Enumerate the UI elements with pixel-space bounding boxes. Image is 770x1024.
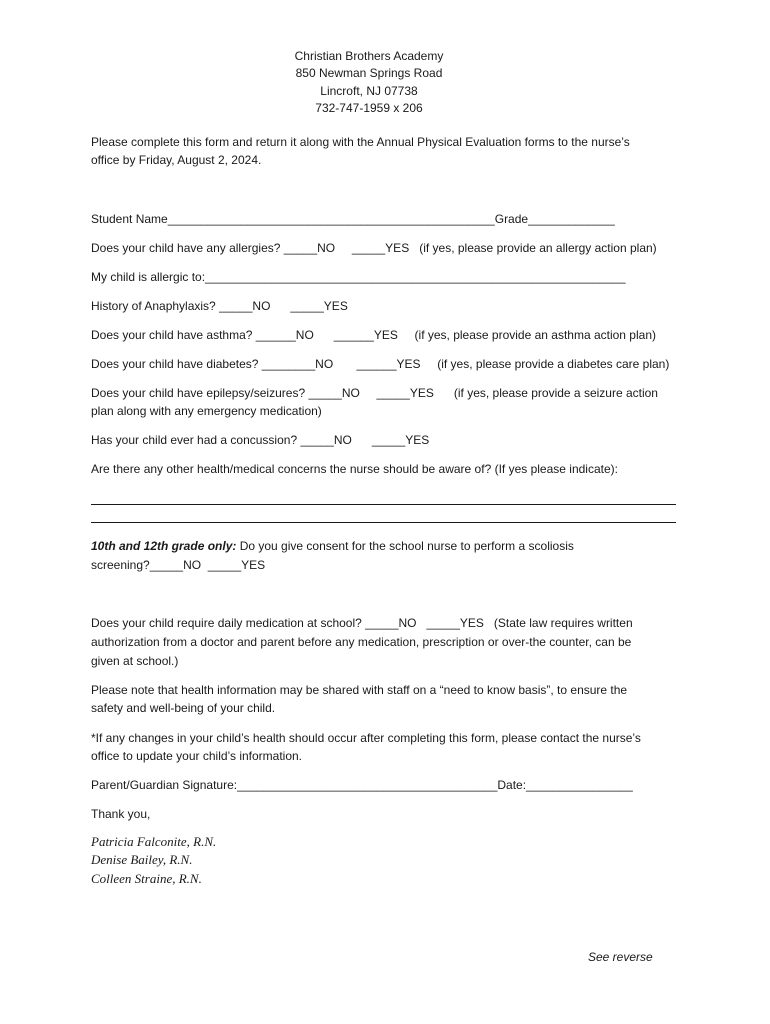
allergies-question[interactable]: Does your child have any allergies? _____NO _____YES (if yes, please provide an allergy action plan): [91, 241, 657, 255]
changes-note-line-2: office to update your child’s information.: [91, 749, 303, 763]
asthma-question[interactable]: Does your child have asthma? ______NO ______YES (if yes, please provide an asthma action plan): [91, 328, 656, 342]
concussion-question[interactable]: Has your child ever had a concussion? _____NO _____YES: [91, 433, 430, 447]
scoliosis-question: [91, 537, 574, 556]
nurse-signature-3: Colleen Straine, R.N.: [91, 871, 202, 886]
anaphylaxis-question[interactable]: History of Anaphylaxis? _____NO _____YES: [91, 299, 348, 313]
school-street: 850 Newman Springs Road: [295, 66, 443, 81]
changes-note-line-1: *If any changes in your child’s health should occur after completing this form, please contact the nurse’s: [91, 731, 641, 745]
nurse-signature-1: Patricia Falconite, R.N.: [91, 834, 217, 849]
medication-note-line-2: authorization from a doctor and parent before any medication, prescription or over-the counter, can be: [91, 635, 632, 649]
epilepsy-question[interactable]: Does your child have epilepsy/seizures? _____NO _____YES (if yes, please provide a seizure action: [91, 386, 658, 400]
scoliosis-answer[interactable]: screening?_____NO _____YES: [91, 558, 266, 572]
medication-question[interactable]: Does your child require daily medication at school? _____NO _____YES (State law requires written: [91, 616, 633, 630]
concerns-answer-line-1[interactable]: [91, 504, 676, 505]
concerns-answer-line-2[interactable]: [91, 522, 676, 523]
school-name: Christian Brothers Academy: [294, 49, 444, 63]
thank-you: Thank you,: [91, 807, 151, 821]
allergic-to-field[interactable]: My child is allergic to:_______________________________________________________________: [91, 270, 626, 284]
scoliosis-text: Do you give consent for the school nurse to perform a scoliosis: [236, 539, 574, 553]
nurse-signature-2: Denise Bailey, R.N.: [91, 852, 193, 867]
intro-line-2: office by Friday, August 2, 2024.: [91, 153, 262, 167]
medication-note-line-3: given at school.): [91, 654, 179, 668]
student-name-grade-field[interactable]: Student Name_________________________________________________Grade_____________: [91, 212, 615, 226]
signature-date-field[interactable]: Parent/Guardian Signature:_______________________________________Date:________________: [91, 778, 633, 792]
share-note-line-2: safety and well-being of your child.: [91, 701, 276, 715]
see-reverse-note: See reverse: [588, 950, 653, 964]
other-concerns-question: Are there any other health/medical concerns the nurse should be aware of? (If yes please indicate):: [91, 462, 618, 476]
school-phone: 732-747-1959 x 206: [315, 100, 423, 115]
scoliosis-label: 10th and 12th grade only:: [91, 539, 237, 553]
school-city: Lincroft, NJ 07738: [320, 83, 418, 98]
intro-line-1: Please complete this form and return it along with the Annual Physical Evaluation forms to the nurse’s: [91, 135, 630, 149]
epilepsy-question-cont: plan along with any emergency medication): [91, 404, 322, 418]
share-note-line-1: Please note that health information may be shared with staff on a “need to know basis”, to ensure the: [91, 683, 628, 697]
school-header: [0, 48, 738, 117]
diabetes-question[interactable]: Does your child have diabetes? ________NO ______YES (if yes, please provide a diabetes care plan): [91, 357, 670, 371]
